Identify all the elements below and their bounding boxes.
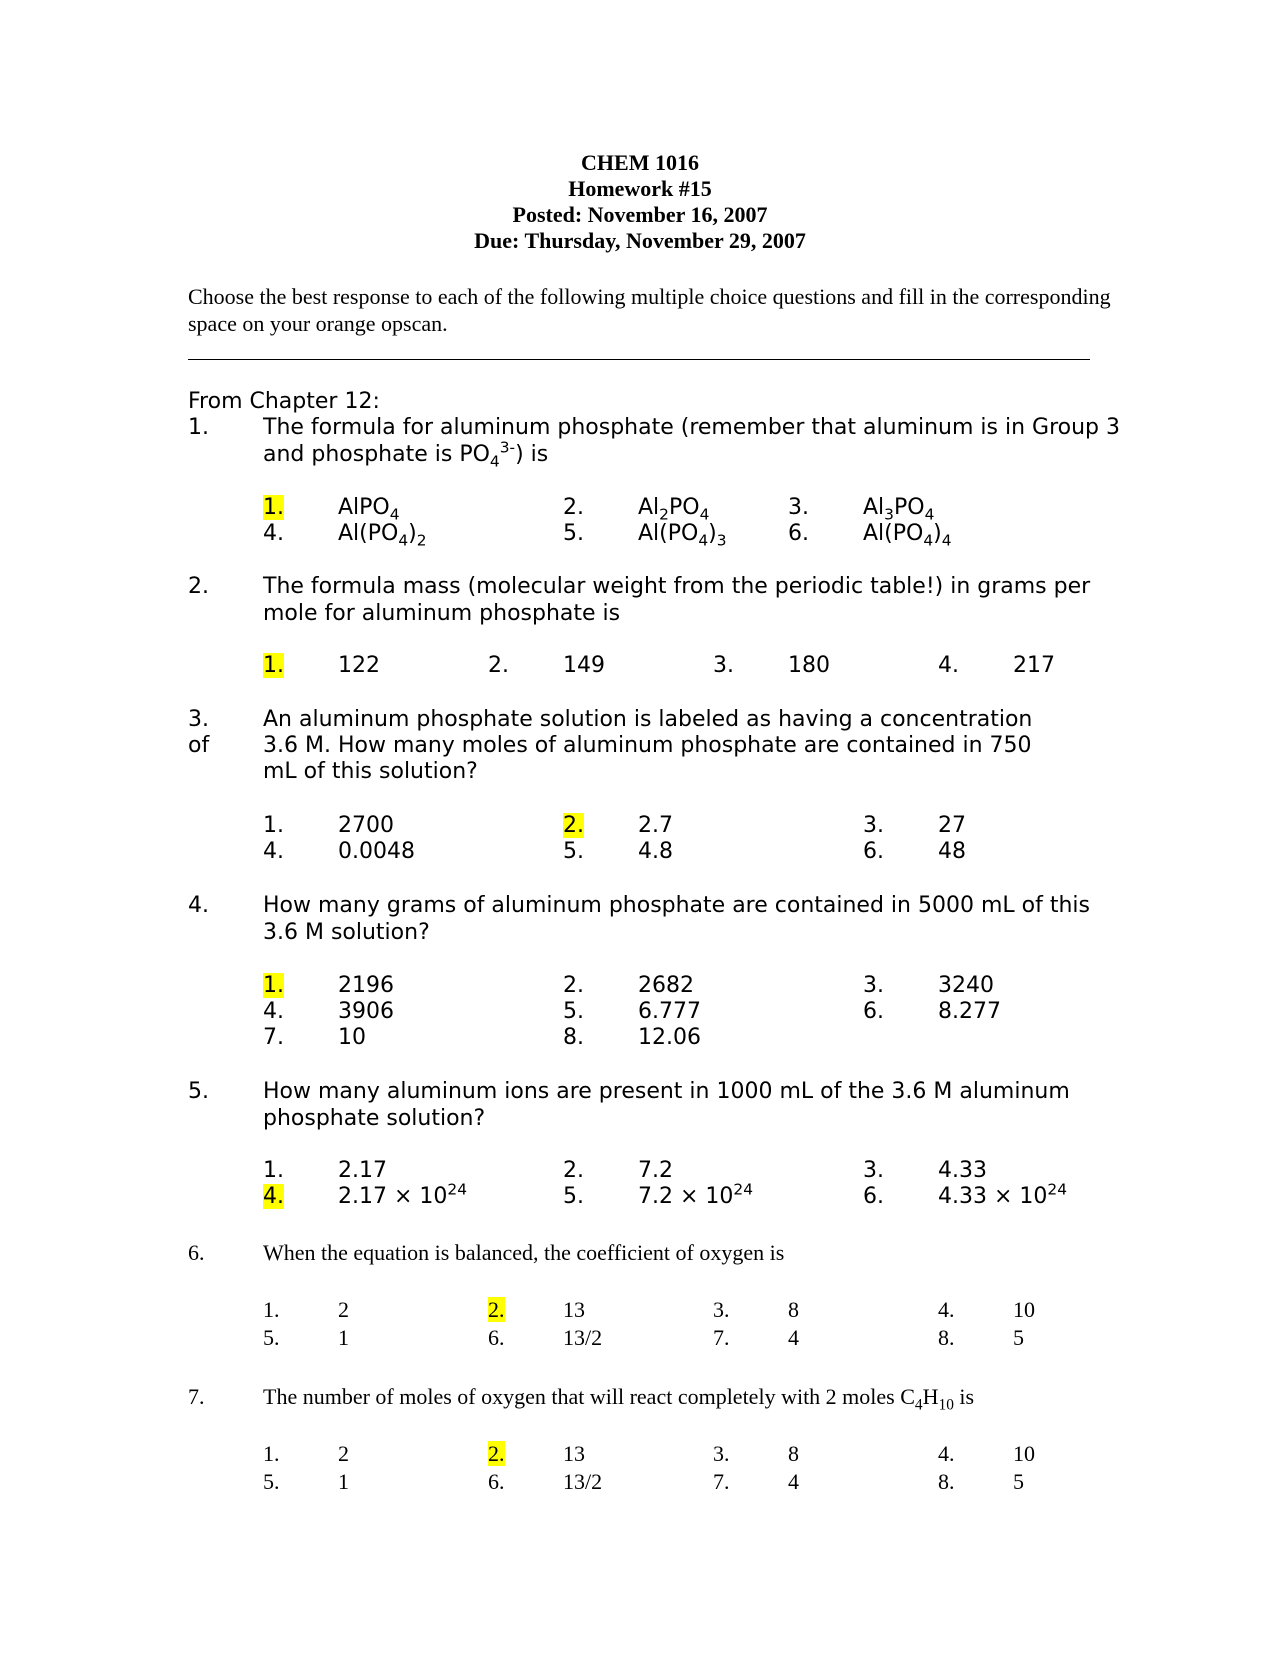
q4-choice-6-value: 8.277 — [938, 999, 1001, 1024]
q3-choice-3-number[interactable]: 3. — [863, 813, 884, 838]
q4-choice-1-value: 2196 — [338, 973, 394, 998]
q7-choice-7-number[interactable]: 7. — [713, 1469, 730, 1494]
question-4-number: 4. — [188, 893, 209, 918]
q6-choice-8-number[interactable]: 8. — [938, 1325, 955, 1350]
posted-date: Posted: November 16, 2007 — [512, 202, 768, 227]
assignment-title: Homework #15 — [568, 176, 712, 201]
question-2-number: 2. — [188, 574, 209, 599]
q1-choice-3-value: $Al_3PO_4$ — [863, 495, 935, 524]
question-1-stem — [263, 414, 1123, 471]
q3-choice-2-value: 2.7 — [638, 813, 673, 838]
q6-choice-1-value: 2 — [338, 1297, 349, 1322]
q5-choice-2-value: 7.2 — [638, 1158, 673, 1183]
question-3-stem-line-1: An aluminum phosphate solution is labeled as having a concentration — [263, 707, 1033, 732]
q5-choice-6-number[interactable]: 6. — [863, 1184, 884, 1209]
question-1-stem-subscript: 4 — [489, 452, 500, 471]
q3-choice-2-number[interactable] — [563, 812, 584, 839]
q7-choice-7-value: 4 — [788, 1469, 799, 1494]
q3-choice-4-value: 0.0048 — [338, 839, 415, 864]
q5-choice-3-number[interactable]: 3. — [863, 1158, 884, 1183]
q7-choice-4-value: 10 — [1013, 1441, 1035, 1466]
q5-choice-1-value: 2.17 — [338, 1158, 387, 1183]
q3-choice-6-value: 48 — [938, 839, 966, 864]
q6-choice-6-number[interactable]: 6. — [488, 1325, 505, 1350]
instructions: Choose the best response to each of the following multiple choice questions and fill in the corresponding space on your orange opscan. — [188, 284, 1111, 336]
q4-choice-5-number[interactable]: 5. — [563, 999, 584, 1024]
q5-choice-2-number[interactable]: 2. — [563, 1158, 584, 1183]
q6-choice-4-value: 10 — [1013, 1297, 1035, 1322]
q4-choice-6-number[interactable]: 6. — [863, 999, 884, 1024]
q1-choice-5-value: $Al(PO_4)_3$ — [638, 521, 727, 550]
question-6-stem: When the equation is balanced, the coefficient of oxygen is — [263, 1240, 785, 1265]
q3-choice-5-number[interactable]: 5. — [563, 839, 584, 864]
q1-choice-4-number[interactable]: 4. — [263, 521, 284, 546]
q5-choice-4-number[interactable] — [263, 1183, 284, 1210]
q7-choice-6-number[interactable]: 6. — [488, 1469, 505, 1494]
q4-choice-2-number[interactable]: 2. — [563, 973, 584, 998]
q2-choice-3-number[interactable]: 3. — [713, 653, 734, 678]
q7-choice-4-number[interactable]: 4. — [938, 1441, 955, 1466]
q4-choice-8-number[interactable]: 8. — [563, 1025, 584, 1050]
q5-choice-4-value: $2.17 \times 10^{24}$ — [338, 1180, 467, 1209]
q1-choice-1-number[interactable] — [263, 494, 284, 521]
q7-choice-1-number[interactable]: 1. — [263, 1441, 280, 1466]
question-1-stem-tail: ) is — [515, 442, 549, 467]
question-7-number: 7. — [188, 1384, 205, 1409]
question-5-number: 5. — [188, 1079, 209, 1104]
q3-choice-4-number[interactable]: 4. — [263, 839, 284, 864]
q2-choice-4-value: 217 — [1013, 653, 1055, 678]
q7-choice-8-value: 5 — [1013, 1469, 1024, 1494]
q3-choice-3-value: 27 — [938, 813, 966, 838]
q7-choice-2-number[interactable] — [488, 1440, 505, 1468]
answer-highlight: 1. — [263, 495, 284, 520]
q3-choice-5-value: 4.8 — [638, 839, 673, 864]
q2-choice-1-number[interactable] — [263, 652, 284, 679]
q1-choice-2-value: $Al_2PO_4$ — [638, 495, 710, 524]
section-heading: From Chapter 12: — [188, 389, 380, 414]
q7-choice-6-value: 13/2 — [563, 1469, 603, 1494]
q6-choice-7-value: 4 — [788, 1325, 799, 1350]
q6-choice-3-number[interactable]: 3. — [713, 1297, 730, 1322]
document-header — [0, 150, 1280, 254]
answer-highlight: 2. — [488, 1297, 505, 1322]
question-6-number: 6. — [188, 1240, 205, 1265]
q4-choice-4-number[interactable]: 4. — [263, 999, 284, 1024]
q4-choice-4-value: 3906 — [338, 999, 394, 1024]
q1-choice-4-value: $Al(PO_4)_2$ — [338, 521, 427, 550]
q3-choice-1-value: 2700 — [338, 813, 394, 838]
question-3-stem-line-3: mL of this solution? — [263, 759, 478, 784]
question-1-stem-superscript: 3- — [499, 438, 516, 457]
q7-choice-3-number[interactable]: 3. — [713, 1441, 730, 1466]
q7-choice-5-value: 1 — [338, 1469, 349, 1494]
q4-choice-2-value: 2682 — [638, 973, 694, 998]
q5-choice-6-value: $4.33 \times 10^{24}$ — [938, 1180, 1067, 1209]
q7-choice-2-value: 13 — [563, 1441, 585, 1466]
q4-choice-1-number[interactable] — [263, 972, 284, 999]
q5-choice-5-value: $7.2 \times 10^{24}$ — [638, 1180, 753, 1209]
q7-choice-3-value: 8 — [788, 1441, 799, 1466]
q6-choice-3-value: 8 — [788, 1297, 799, 1322]
q6-choice-5-value: 1 — [338, 1325, 349, 1350]
q2-choice-1-value: 122 — [338, 653, 380, 678]
q5-choice-5-number[interactable]: 5. — [563, 1184, 584, 1209]
q1-choice-6-number[interactable]: 6. — [788, 521, 809, 546]
q1-choice-3-number[interactable]: 3. — [788, 495, 809, 520]
q6-choice-6-value: 13/2 — [563, 1325, 603, 1350]
question-7-stem: The number of moles of oxygen that will react completely with 2 moles $C_4H_{10}$ is — [263, 1384, 975, 1414]
q6-choice-4-number[interactable]: 4. — [938, 1297, 955, 1322]
q6-choice-5-number[interactable]: 5. — [263, 1325, 280, 1350]
answer-highlight: 2. — [563, 813, 584, 838]
q4-choice-3-value: 3240 — [938, 973, 994, 998]
answer-highlight: 1. — [263, 653, 284, 678]
q4-choice-8-value: 12.06 — [638, 1025, 701, 1050]
q2-choice-2-value: 149 — [563, 653, 605, 678]
question-4-stem: How many grams of aluminum phosphate are contained in 5000 mL of this 3.6 M solution? — [263, 893, 1090, 945]
q4-choice-5-value: 6.777 — [638, 999, 701, 1024]
q7-choice-8-number[interactable]: 8. — [938, 1469, 955, 1494]
question-2-stem: The formula mass (molecular weight from the periodic table!) in grams per mole for aluminum phosphate is — [263, 574, 1091, 626]
question-1-number: 1. — [188, 415, 209, 440]
due-date: Due: Thursday, November 29, 2007 — [474, 228, 806, 253]
q3-choice-1-number[interactable]: 1. — [263, 813, 284, 838]
q2-choice-3-value: 180 — [788, 653, 830, 678]
course-title: CHEM 1016 — [581, 150, 699, 175]
q5-choice-3-value: 4.33 — [938, 1158, 987, 1183]
divider — [188, 359, 1090, 360]
q2-choice-2-number[interactable]: 2. — [488, 653, 509, 678]
question-5-stem: How many aluminum ions are present in 1000 mL of the 3.6 M aluminum phosphate solution? — [263, 1079, 1070, 1131]
q6-choice-2-value: 13 — [563, 1297, 585, 1322]
question-3-number: 3. — [188, 707, 209, 732]
q1-choice-1-value: AlPO$_4$ — [338, 495, 400, 524]
q6-choice-1-number[interactable]: 1. — [263, 1297, 280, 1322]
q4-choice-7-number[interactable]: 7. — [263, 1025, 284, 1050]
answer-highlight: 4. — [263, 1184, 284, 1209]
q2-choice-4-number[interactable]: 4. — [938, 653, 959, 678]
q6-choice-8-value: 5 — [1013, 1325, 1024, 1350]
q7-choice-5-number[interactable]: 5. — [263, 1469, 280, 1494]
q1-choice-5-number[interactable]: 5. — [563, 521, 584, 546]
answer-highlight: 2. — [488, 1441, 505, 1466]
answer-highlight: 1. — [263, 973, 284, 998]
question-1-stem-text: The formula for aluminum phosphate (remember that aluminum is in Group 3 and phosphate is PO — [263, 415, 1121, 467]
q1-choice-2-number[interactable]: 2. — [563, 495, 584, 520]
q5-choice-1-number[interactable]: 1. — [263, 1158, 284, 1183]
q6-choice-7-number[interactable]: 7. — [713, 1325, 730, 1350]
q3-choice-6-number[interactable]: 6. — [863, 839, 884, 864]
q7-choice-1-value: 2 — [338, 1441, 349, 1466]
question-3-stem-line-2: 3.6 M. How many moles of aluminum phosphate are contained in 750 — [263, 733, 1032, 758]
q4-choice-7-value: 10 — [338, 1025, 366, 1050]
q4-choice-3-number[interactable]: 3. — [863, 973, 884, 998]
q6-choice-2-number[interactable] — [488, 1296, 505, 1324]
q1-choice-6-value: $Al(PO_4)_4$ — [863, 521, 952, 550]
question-3-number-overflow: of — [188, 733, 210, 758]
